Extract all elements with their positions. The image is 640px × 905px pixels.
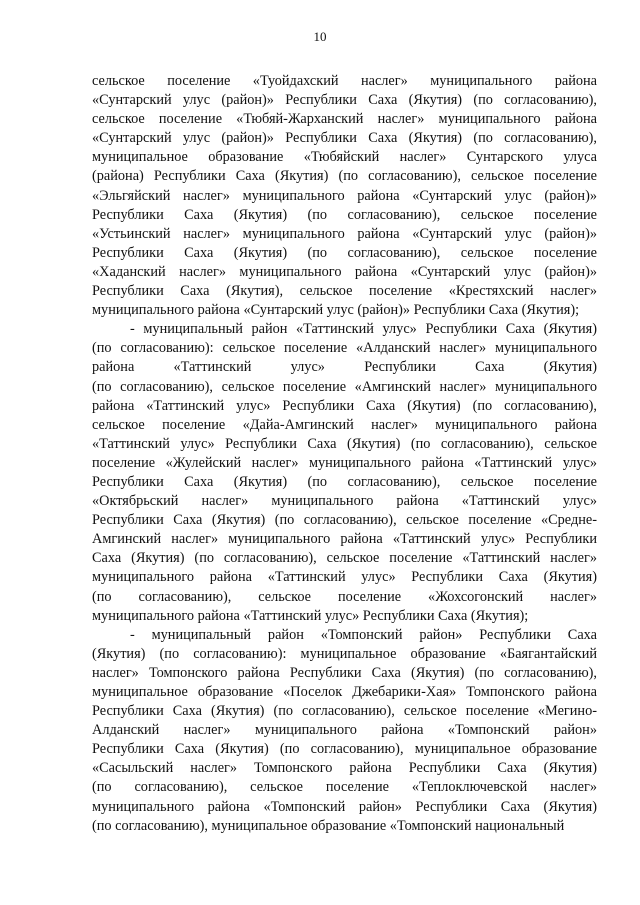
text-line: наслег» Томпонского района Республики Саха (Якутия) (по согласованию), xyxy=(92,664,597,681)
text-line: муниципального района «Томпонский район» Республики Саха (Якутия) xyxy=(92,798,597,815)
text-line: муниципального района «Сунтарский улус (район)» Республики Саха (Якутия); xyxy=(92,302,580,319)
text-line: (по согласованию), сельское поселение «Жохсогонский наслег» xyxy=(92,588,597,605)
text-line: Республики Саха (Якутия) (по согласованию), муниципальное образование xyxy=(92,741,597,758)
text-line: поселение «Жулейский наслег» муниципального района «Таттинский улус» xyxy=(92,454,597,471)
text-line: Республики Саха (Якутия) (по согласованию), сельское поселение xyxy=(92,473,597,490)
text-line: Республики Саха (Якутия) (по согласованию), сельское поселение «Средне- xyxy=(92,512,597,529)
text-line: «Сунтарский улус (район)» Республики Саха (Якутия) (по согласованию), xyxy=(92,130,597,147)
text-line: района «Таттинский улус» Республики Саха (Якутия) (по согласованию), xyxy=(92,397,597,414)
text-line: Алданский наслег» муниципального района «Томпонский район» xyxy=(92,722,597,739)
paragraph xyxy=(92,626,597,836)
text-line: - муниципальный район «Таттинский улус» Республики Саха (Якутия) xyxy=(130,321,597,338)
text-line: муниципального района «Таттинский улус» Республики Саха (Якутия) xyxy=(92,569,597,586)
text-line: «Октябрьский наслег» муниципального района «Таттинский улус» xyxy=(92,493,597,510)
text-line: «Эльгяйский наслег» муниципального района «Сунтарский улус (район)» xyxy=(92,187,597,204)
text-line: Республики Саха (Якутия) (по согласованию), сельское поселение xyxy=(92,244,597,261)
text-line: Республики Саха (Якутия) (по согласованию), сельское поселение «Мегино- xyxy=(92,703,597,720)
text-line: «Хаданский наслег» муниципального района «Сунтарский улус (район)» xyxy=(92,263,597,280)
text-line: муниципального района «Таттинский улус» Республики Саха (Якутия); xyxy=(92,607,529,624)
text-line: «Сасыльский наслег» Томпонского района Республики Саха (Якутия) xyxy=(92,760,597,777)
text-line: (Якутия) (по согласованию): муниципальное образование «Баягантайский xyxy=(92,645,597,662)
text-line: сельское поселение «Дайа-Амгинский наслег» муниципального района xyxy=(92,416,597,433)
text-line: Амгинский наслег» муниципального района «Таттинский улус» Республики xyxy=(92,531,597,548)
text-line: (по согласованию), сельское поселение «Теплоключевской наслег» xyxy=(92,779,597,796)
text-line: муниципальное образование «Поселок Джебарики-Хая» Томпонского района xyxy=(92,684,597,700)
text-line: (по согласованию): сельское поселение «Алданский наслег» муниципального xyxy=(92,340,597,357)
text-line: Республики Саха (Якутия) (по согласованию), сельское поселение xyxy=(92,206,597,223)
text-line: Республики Саха (Якутия), сельское поселение «Крестяхский наслег» xyxy=(92,283,597,300)
text-line: (по согласованию), сельское поселение «Амгинский наслег» муниципального xyxy=(92,378,597,395)
text-line: района «Таттинский улус» Республики Саха (Якутия) xyxy=(92,359,597,376)
page-number: 10 xyxy=(313,29,327,44)
document-body xyxy=(92,72,597,836)
text-line: сельское поселение «Туойдахский наслег» муниципального района xyxy=(92,73,597,89)
paragraph xyxy=(92,320,597,626)
text-line: «Таттинский улус» Республики Саха (Якутия) (по согласованию), сельское xyxy=(92,435,597,452)
text-line: «Устьинский наслег» муниципального района «Сунтарский улус (район)» xyxy=(92,225,597,242)
paragraph xyxy=(92,72,597,320)
text-line: (района) Республики Саха (Якутия) (по согласованию), сельское поселение xyxy=(92,168,597,185)
text-line: (по согласованию), муниципальное образование «Томпонский национальный xyxy=(92,817,565,834)
text-line: муниципальное образование «Тюбяйский наслег» Сунтарского улуса xyxy=(92,149,597,166)
text-line: сельское поселение «Тюбяй-Жарханский наслег» муниципального района xyxy=(92,111,597,128)
text-line: «Сунтарский улус (район)» Республики Саха (Якутия) (по согласованию), xyxy=(92,92,597,109)
text-line: Саха (Якутия) (по согласованию), сельское поселение «Таттинский наслег» xyxy=(92,550,597,567)
text-line: - муниципальный район «Томпонский район» Республики Саха xyxy=(130,626,597,643)
